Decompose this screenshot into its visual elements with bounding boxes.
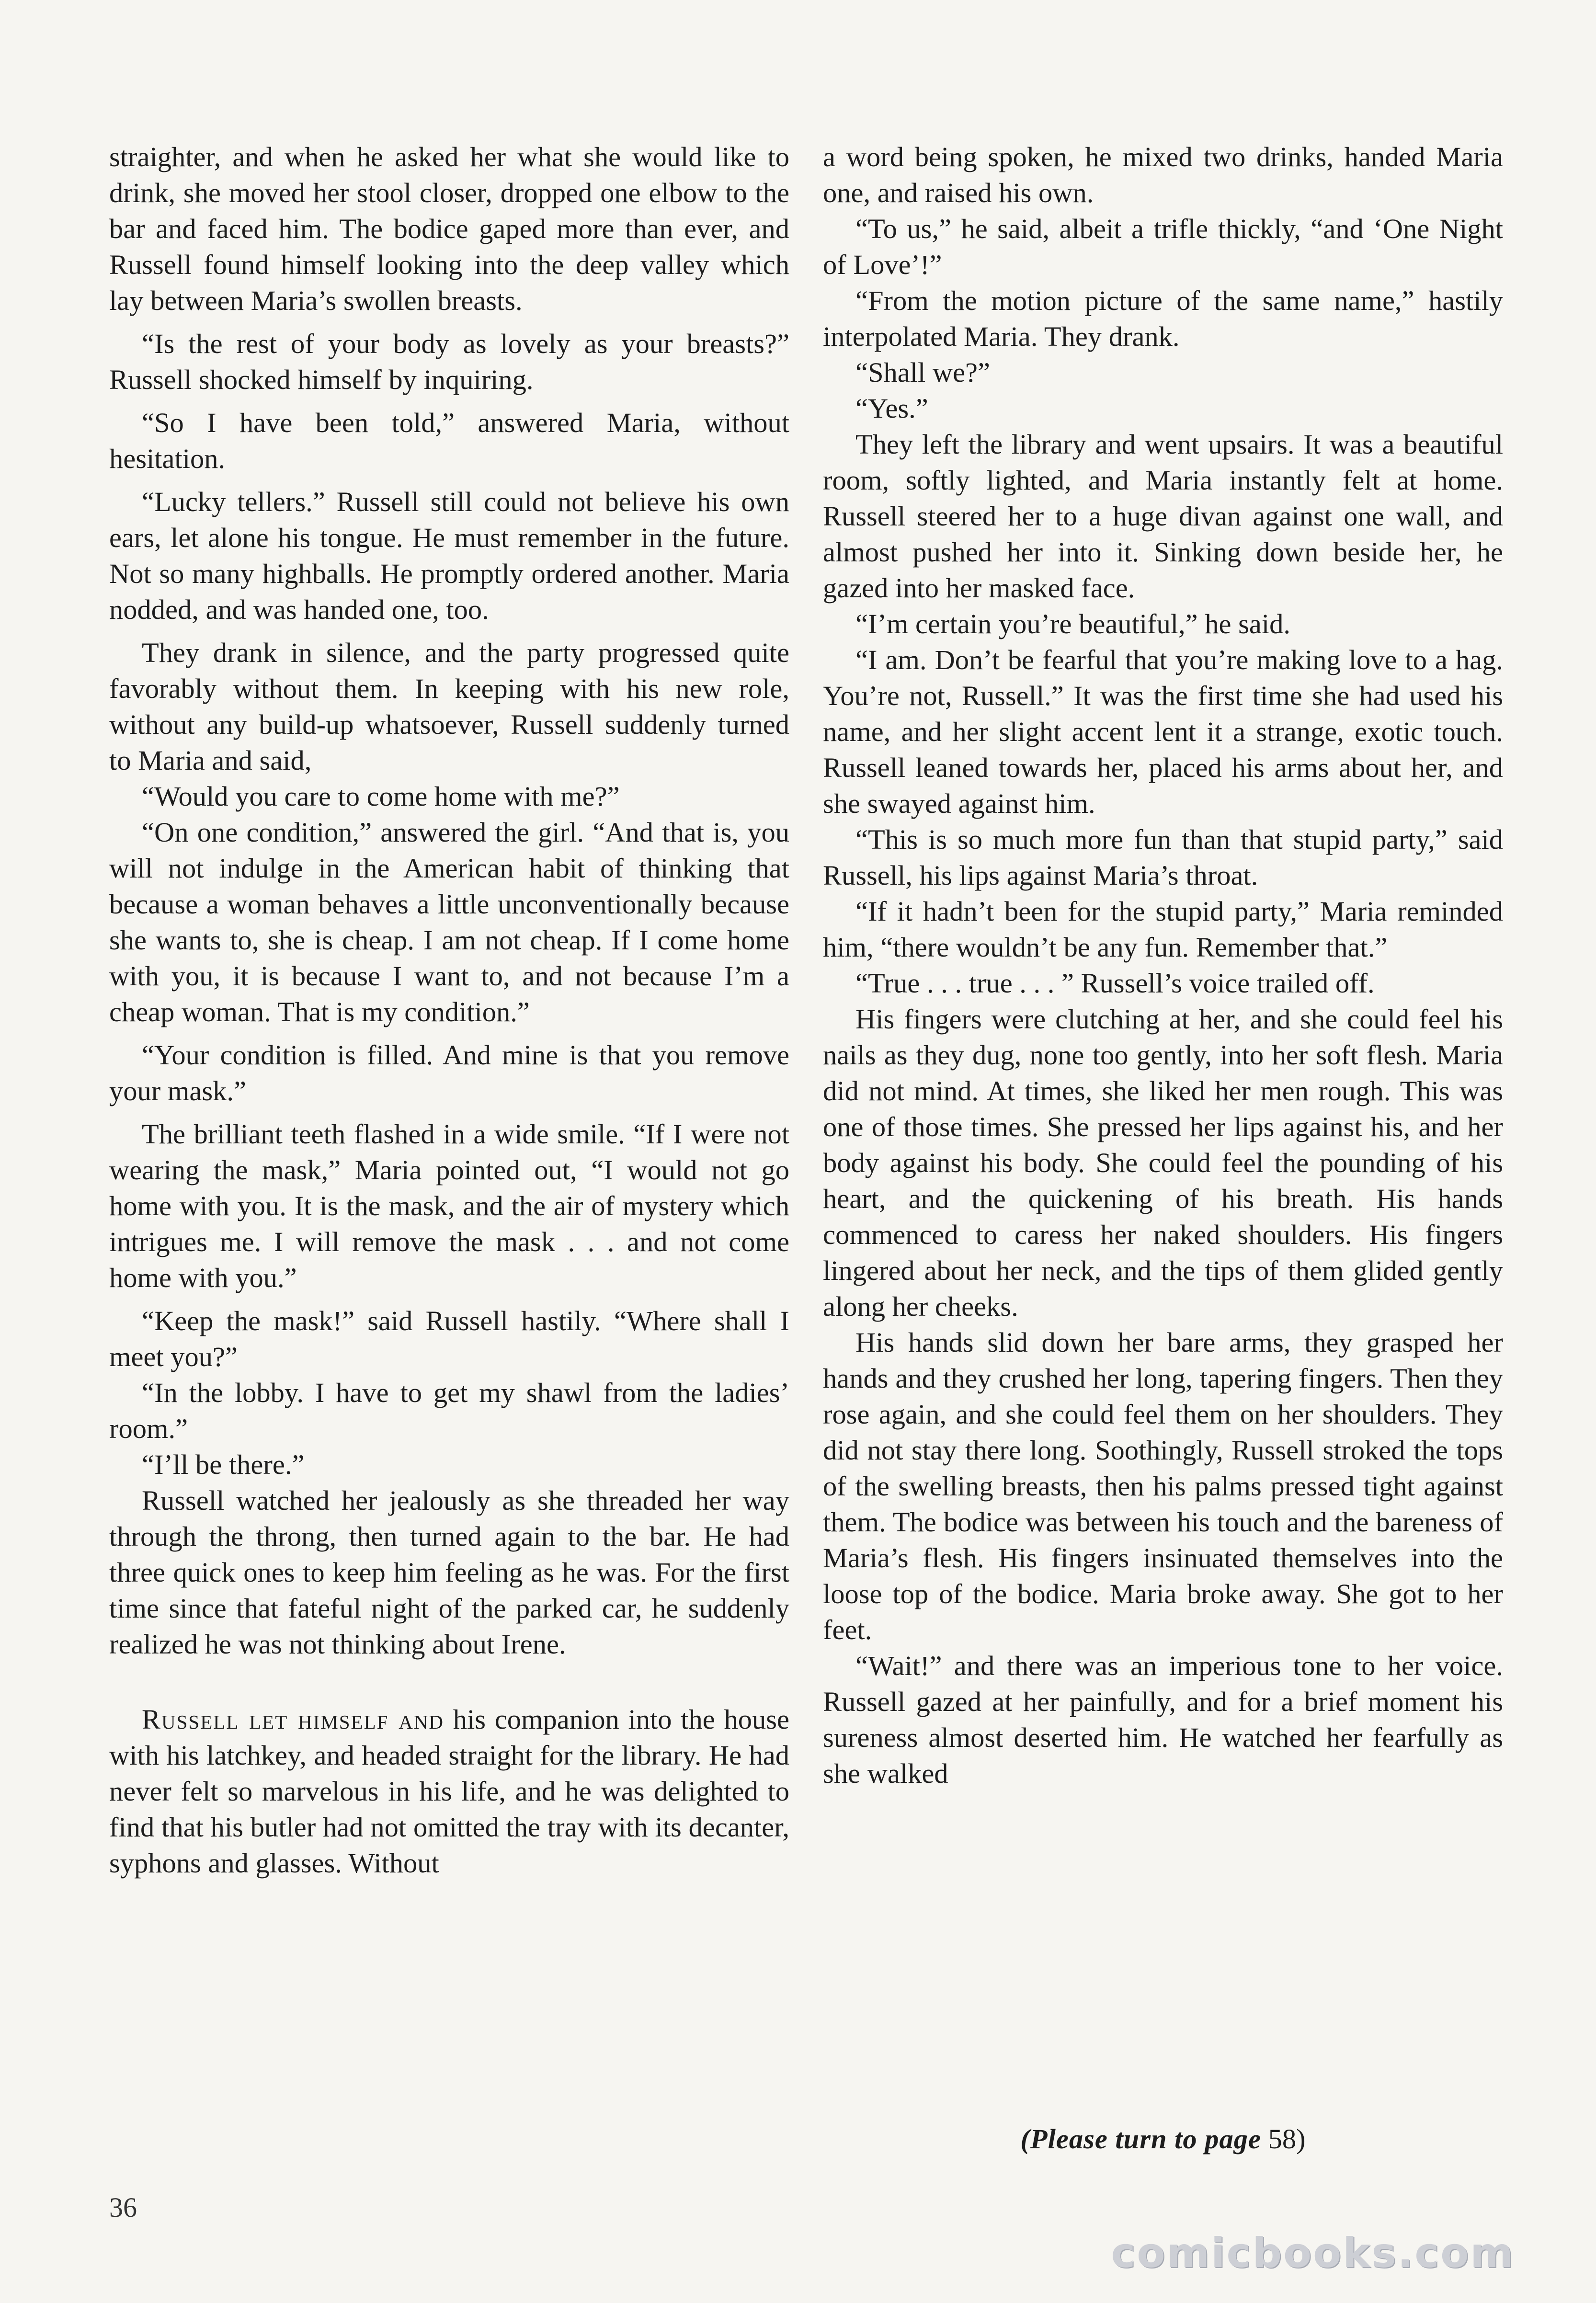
paragraph: “To us,” he said, albeit a trifle thickly, “and ‘One Night of Love’!” [823,213,1503,280]
watermark: comicbooks.com [1111,2229,1515,2277]
paragraph: “Keep the mask!” said Russell hastily. “Where shall I meet you?” [109,1305,789,1372]
paragraph: “Shall we?” [855,357,990,388]
paragraph: “If it hadn’t been for the stupid party,” Maria reminded him, “there wouldn’t be any fun. Remember that.” [823,896,1503,963]
paragraph: “So I have been told,” answered Maria, without hesitation. [109,407,789,474]
paragraph: “Wait!” and there was an imperious tone to her voice. Russell gazed at her painfully, and for a brief moment his sureness almost deserted him. He watched her fearfully as she walked [823,1650,1503,1789]
continuation-label: Please turn to page [1030,2123,1261,2155]
paragraph: They left the library and went upsairs. It was a beautiful room, softly lighted, and Maria instantly felt at home. Russell steered her to a huge divan against one wall, and almost pushed her into it. Sinking down beside her, he gazed into her masked face. [823,429,1503,604]
paragraph: They drank in silence, and the party progressed quite favorably without them. In keeping with his new role, without any build-up whatsoever, Russell suddenly turned to Maria and said, [109,637,789,776]
continuation-open-paren: ( [1020,2123,1030,2155]
continuation-close-paren: ) [1296,2123,1306,2155]
paragraph: a word being spoken, he mixed two drinks, handed Maria one, and raised his own. [823,141,1503,208]
paragraph: Russell watched her jealously as she threaded her way through the throng, then turned again to the bar. He had three quick ones to keep him feeling as he was. For the first time since that fateful night of the parked car, he suddenly realized he was not thinking about Irene. [109,1485,789,1660]
paragraph: “On one condition,” answered the girl. “And that is, you will not indulge in the American habit of thinking that because a woman behaves a little unconventionally because she wants to, she is cheap. I am not cheap. If I come home with you, it is because I want to, and not because I’m a cheap woman. That is my condition.” [109,817,789,1027]
page-number: 36 [109,2192,137,2223]
paragraph: “I am. Don’t be fearful that you’re making love to a hag. You’re not, Russell.” It was the first time she had used his name, and her slight accent lent it a strange, exotic touch. Russell leaned towards her, placed his arms about her, and she swayed against him. [823,644,1503,819]
paragraph: “True . . . true . . . ” Russell’s voice trailed off. [855,968,1375,999]
paragraph: “Would you care to come home with me?” [142,781,620,812]
continuation-note [823,2121,1503,2157]
paragraph: “This is so much more fun than that stupid party,” said Russell, his lips against Maria’s throat. [823,824,1503,891]
section-opening-paragraph [109,1701,789,1881]
paragraph: His fingers were clutching at her, and she could feel his nails as they dug, none too gently, into her soft flesh. Maria did not mind. At times, she liked her men rough. This was one of those times. She pressed her lips against his, and her body against his body. She could feel the pounding of his heart, and the quickening of his breath. His hands commenced to caress her naked shoulders. His fingers lingered about her neck, and the tips of them glided gently along her cheeks. [823,1003,1503,1322]
paragraph: “Lucky tellers.” Russell still could not believe his own ears, let alone his tongue. He must remember in the future. Not so many highballs. He promptly ordered another. Maria nodded, and was handed one, too. [109,486,789,625]
left-text-column [109,139,789,1881]
section-lead-smallcaps: Russell let himself and [142,1704,445,1735]
continuation-page: 58 [1268,2123,1297,2155]
paragraph: The brilliant teeth flashed in a wide smile. “If I were not wearing the mask,” Maria pointed out, “I would not go home with you. It is the mask, and the air of mystery which intrigues me. I will remove the mask . . . and not come home with you.” [109,1118,789,1293]
paragraph: straighter, and when he asked her what she would like to drink, she moved her stool closer, dropped one elbow to the bar and faced him. The bodice gaped more than ever, and Russell found himself looking into the deep valley which lay between Maria’s swollen breasts. [109,141,789,316]
paragraph: “Your condition is filled. And mine is that you remove your mask.” [109,1039,789,1106]
paragraph: “Yes.” [855,393,928,424]
right-text-column [823,139,1503,1791]
paragraph: “From the motion picture of the same name,” hastily interpolated Maria. They drank. [823,285,1503,352]
paragraph: His hands slid down her bare arms, they grasped her hands and they crushed her long, tapering fingers. Then they rose again, and she could feel them on her shoulders. They did not stay there long. Soothingly, Russell stroked the tops of the swelling breasts, then his palms pressed tight against them. The bodice was between his touch and the bareness of Maria’s flesh. His fingers insinuated themselves into the loose top of the bodice. Maria broke away. She got to her feet. [823,1327,1503,1645]
paragraph: “I’ll be there.” [142,1449,305,1480]
paragraph: “Is the rest of your body as lovely as your breasts?” Russell shocked himself by inquiring. [109,328,789,395]
paragraph: “I’m certain you’re beautiful,” he said. [855,608,1290,639]
section-lead-text: his companion into the house with his latchkey, and headed straight for the library. He had never felt so marvelous in his life, and he was delighted to find that his butler had not omitted the tray with its decanter, syphons and glasses. Without [109,1704,789,1879]
paragraph: “In the lobby. I have to get my shawl from the ladies’ room.” [109,1377,789,1444]
